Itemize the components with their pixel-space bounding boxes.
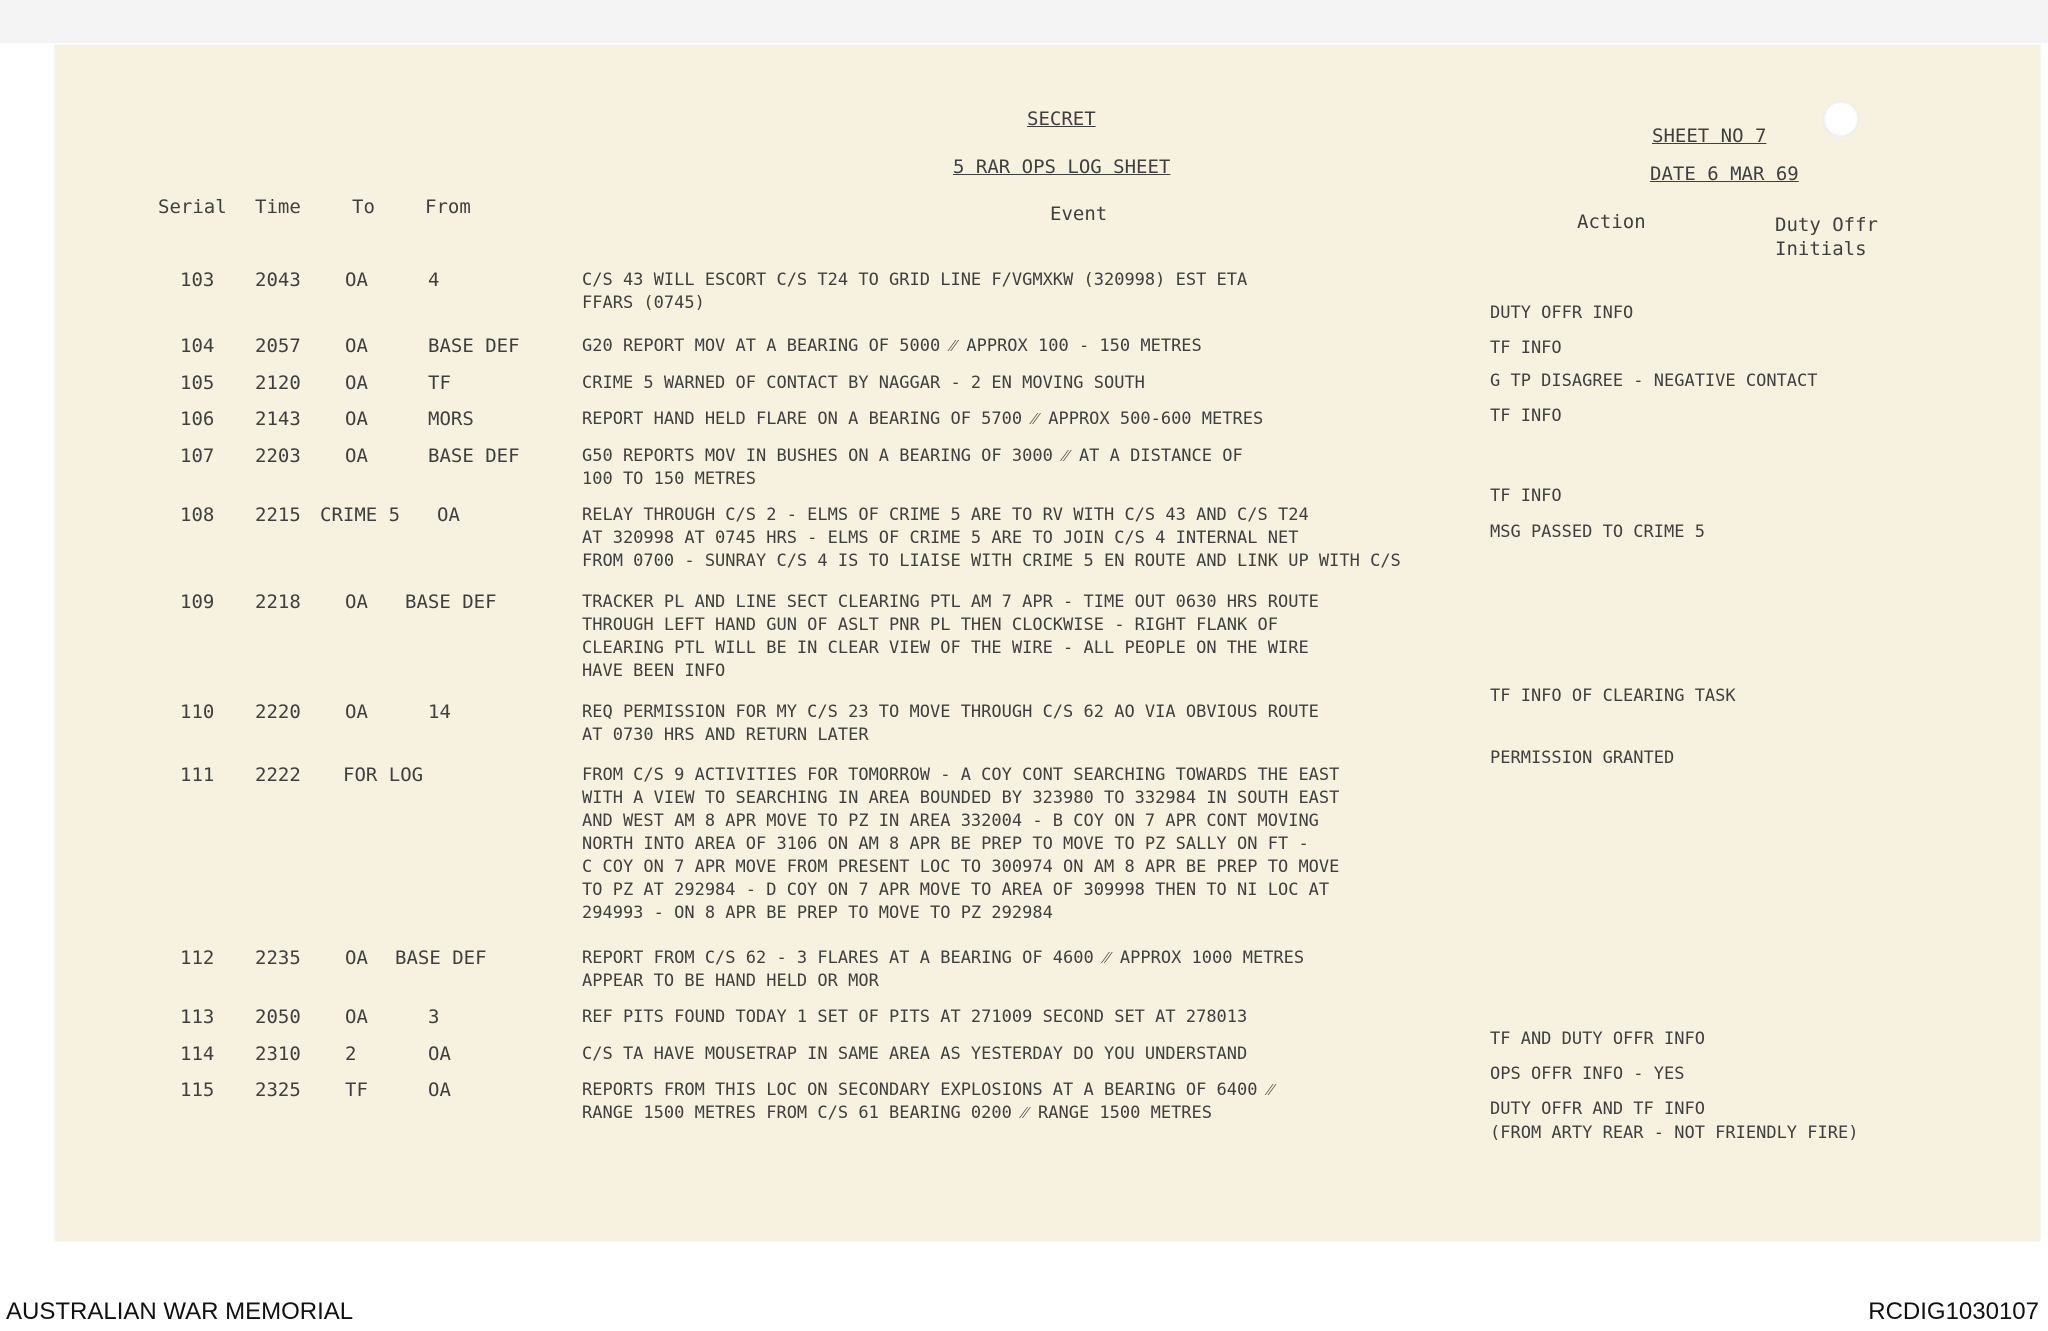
entry-event-text (582, 1043, 1247, 1066)
event-line: TRACKER PL AND LINE SECT CLEARING PTL AM 7 APR - TIME OUT 0630 HRS ROUTE (582, 592, 1319, 612)
entry-to: CRIME 5 (320, 504, 401, 526)
entry-to: OA (345, 269, 368, 291)
entry-event-text (582, 1006, 1247, 1029)
action-line: DUTY OFFR AND TF INFO (1490, 1099, 1705, 1119)
entry-event-text (582, 408, 1263, 431)
entry-action-text (1490, 1097, 1858, 1145)
action-line: OPS OFFR INFO - YES (1490, 1064, 1685, 1084)
entry-from: BASE DEF (428, 445, 520, 467)
log-entry-row (55, 506, 2040, 581)
entry-event-text (582, 591, 1319, 683)
entry-action-text (1490, 336, 1562, 360)
entry-time: 2325 (255, 1079, 301, 1101)
entry-serial: 113 (180, 1006, 215, 1028)
entry-event-text (582, 701, 1319, 747)
entry-serial: 106 (180, 408, 215, 430)
entry-event-text (582, 947, 1304, 993)
entry-time: 2222 (255, 764, 301, 786)
entry-to: OA (345, 408, 368, 430)
action-line: G TP DISAGREE - NEGATIVE CONTACT (1490, 371, 1818, 391)
column-header-duty-offr: Duty Offr (1775, 214, 1878, 236)
entry-serial: 114 (180, 1043, 215, 1065)
entry-event-text (582, 445, 1243, 491)
event-line: HAVE BEEN INFO (582, 661, 726, 681)
entry-action-text (1490, 301, 1633, 325)
log-sheet-title: 5 RAR OPS LOG SHEET (953, 156, 1171, 178)
log-entry-row (55, 337, 2040, 367)
entry-to: OA (345, 445, 368, 467)
entry-from: 14 (428, 701, 451, 723)
action-line: MSG PASSED TO CRIME 5 (1490, 522, 1705, 542)
entry-time: 2218 (255, 591, 301, 613)
log-sheet-paper (55, 45, 2040, 1241)
event-line: RELAY THROUGH C/S 2 - ELMS OF CRIME 5 ARE TO RV WITH C/S 43 AND C/S T24 (582, 505, 1309, 525)
entry-serial: 105 (180, 372, 215, 394)
entry-from: OA (437, 504, 460, 526)
entry-event-text (582, 504, 1401, 573)
event-line: C COY ON 7 APR MOVE FROM PRESENT LOC TO 300974 ON AM 8 APR BE PREP TO MOVE (582, 857, 1340, 877)
entry-time: 2057 (255, 335, 301, 357)
entry-to: OA (345, 701, 368, 723)
entry-serial: 112 (180, 947, 215, 969)
entry-event-text (582, 269, 1247, 315)
entry-time: 2310 (255, 1043, 301, 1065)
event-line: NORTH INTO AREA OF 3106 ON AM 8 APR BE PREP TO MOVE TO PZ SALLY ON FT - (582, 834, 1309, 854)
action-line: DUTY OFFR INFO (1490, 303, 1634, 323)
entry-event-text (582, 335, 1202, 358)
entry-serial: 103 (180, 269, 215, 291)
log-entry-row (55, 271, 2040, 331)
entry-serial: 104 (180, 335, 215, 357)
column-header-from: From (425, 196, 471, 218)
action-line: PERMISSION GRANTED (1490, 748, 1675, 768)
event-line: REF PITS FOUND TODAY 1 SET OF PITS AT 271009 SECOND SET AT 278013 (582, 1007, 1248, 1027)
entry-to: OA (345, 947, 368, 969)
entry-time: 2043 (255, 269, 301, 291)
log-entry-row (55, 447, 2040, 502)
event-line: C/S 43 WILL ESCORT C/S T24 TO GRID LINE F/VGMXKW (320998) EST ETA (582, 270, 1248, 290)
event-line: AT 320998 AT 0745 HRS - ELMS OF CRIME 5 ARE TO JOIN C/S 4 INTERNAL NET (582, 528, 1299, 548)
entry-time: 2215 (255, 504, 301, 526)
event-line: THROUGH LEFT HAND GUN OF ASLT PNR PL THEN CLOCKWISE - RIGHT FLANK OF (582, 615, 1278, 635)
event-line: 294993 - ON 8 APR BE PREP TO MOVE TO PZ 292984 (582, 903, 1053, 923)
entry-serial: 110 (180, 701, 215, 723)
action-line: TF INFO (1490, 486, 1562, 506)
action-line: TF AND DUTY OFFR INFO (1490, 1029, 1705, 1049)
column-header-initials: Initials (1775, 238, 1867, 260)
event-line: REPORTS FROM THIS LOC ON SECONDARY EXPLOSIONS AT A BEARING OF 6400 ⁄⁄ (582, 1080, 1274, 1100)
column-header-serial: Serial (158, 196, 227, 218)
action-line: TF INFO (1490, 406, 1562, 426)
event-line: FROM 0700 - SUNRAY C/S 4 IS TO LIAISE WITH CRIME 5 EN ROUTE AND LINK UP WITH C/S (582, 551, 1401, 571)
event-line: 100 TO 150 METRES (582, 469, 756, 489)
entry-event-text (582, 372, 1145, 395)
sheet-date: DATE 6 MAR 69 (1650, 163, 1799, 185)
log-entry-row (55, 1008, 2040, 1038)
column-header-to: To (352, 196, 375, 218)
entry-action-text (1490, 520, 1705, 544)
event-line: APPEAR TO BE HAND HELD OR MOR (582, 971, 879, 991)
entry-from: OA (428, 1043, 451, 1065)
event-line: G20 REPORT MOV AT A BEARING OF 5000 ⁄⁄ APPROX 100 - 150 METRES (582, 336, 1202, 356)
event-line: TO PZ AT 292984 - D COY ON 7 APR MOVE TO AREA OF 309998 THEN TO NI LOC AT (582, 880, 1330, 900)
entry-action-text (1490, 369, 1818, 393)
entry-from: BASE DEF (428, 335, 520, 357)
entry-time: 2120 (255, 372, 301, 394)
footer-institution: AUSTRALIAN WAR MEMORIAL (6, 1298, 354, 1325)
entry-time: 2220 (255, 701, 301, 723)
event-line: FROM C/S 9 ACTIVITIES FOR TOMORROW - A COY CONT SEARCHING TOWARDS THE EAST (582, 765, 1340, 785)
event-line: FFARS (0745) (582, 293, 705, 313)
entry-to: TF (345, 1079, 368, 1101)
entry-serial: 109 (180, 591, 215, 613)
entry-time: 2050 (255, 1006, 301, 1028)
entry-to: OA (345, 335, 368, 357)
entry-time: 2143 (255, 408, 301, 430)
entry-event-text (582, 1079, 1273, 1125)
entry-serial: 107 (180, 445, 215, 467)
log-entry-row (55, 593, 2040, 688)
event-line: REPORT FROM C/S 62 - 3 FLARES AT A BEARING OF 4600 ⁄⁄ APPROX 1000 METRES (582, 948, 1305, 968)
entry-from: BASE DEF (395, 947, 487, 969)
entry-to: OA (345, 1006, 368, 1028)
entry-from: MORS (428, 408, 474, 430)
entry-from: OA (428, 1079, 451, 1101)
entry-serial: 111 (180, 764, 215, 786)
column-header-action: Action (1577, 211, 1646, 233)
column-header-event: Event (1050, 203, 1108, 225)
entry-to: 2 (345, 1043, 357, 1065)
classification-label: SECRET (1027, 108, 1096, 130)
log-entry-row (55, 410, 2040, 440)
entry-serial: 108 (180, 504, 215, 526)
sheet-number: SHEET NO 7 (1652, 125, 1767, 147)
entry-to: OA (345, 591, 368, 613)
punch-hole (1823, 101, 1859, 137)
event-line: CLEARING PTL WILL BE IN CLEAR VIEW OF THE WIRE - ALL PEOPLE ON THE WIRE (582, 638, 1309, 658)
entry-from: 4 (428, 269, 440, 291)
action-line: (FROM ARTY REAR - NOT FRIENDLY FIRE) (1490, 1123, 1859, 1143)
event-line: WITH A VIEW TO SEARCHING IN AREA BOUNDED BY 323980 TO 332984 IN SOUTH EAST (582, 788, 1340, 808)
log-entry-row (55, 766, 2040, 936)
action-line: TF INFO OF CLEARING TASK (1490, 686, 1736, 706)
event-line: CRIME 5 WARNED OF CONTACT BY NAGGAR - 2 EN MOVING SOUTH (582, 373, 1145, 393)
log-entry-row (55, 1045, 2040, 1075)
entry-event-text (582, 764, 1339, 925)
entry-time: 2235 (255, 947, 301, 969)
event-line: REPORT HAND HELD FLARE ON A BEARING OF 5700 ⁄⁄ APPROX 500-600 METRES (582, 409, 1264, 429)
event-line: REQ PERMISSION FOR MY C/S 23 TO MOVE THROUGH C/S 62 AO VIA OBVIOUS ROUTE (582, 702, 1319, 722)
event-line: RANGE 1500 METRES FROM C/S 61 BEARING 0200 ⁄⁄ RANGE 1500 METRES (582, 1103, 1213, 1123)
column-header-time: Time (255, 196, 301, 218)
action-line: TF INFO (1490, 338, 1562, 358)
entry-from: 3 (428, 1006, 440, 1028)
entry-time: 2203 (255, 445, 301, 467)
event-line: C/S TA HAVE MOUSETRAP IN SAME AREA AS YESTERDAY DO YOU UNDERSTAND (582, 1044, 1248, 1064)
top-margin (0, 0, 2048, 43)
entry-to: OA (345, 372, 368, 394)
entry-from: TF (428, 372, 451, 394)
log-entry-row (55, 949, 2040, 1004)
event-line: AND WEST AM 8 APR MOVE TO PZ IN AREA 332004 - B COY ON 7 APR CONT MOVING (582, 811, 1319, 831)
entry-from: BASE DEF (405, 591, 497, 613)
event-line: AT 0730 HRS AND RETURN LATER (582, 725, 869, 745)
footer-reference-code: RCDIG1030107 (1868, 1298, 2039, 1325)
entry-action-text (1490, 484, 1562, 508)
event-line: G50 REPORTS MOV IN BUSHES ON A BEARING OF 3000 ⁄⁄ AT A DISTANCE OF (582, 446, 1243, 466)
entry-serial: 115 (180, 1079, 215, 1101)
entry-to: FOR LOG (343, 764, 424, 786)
entry-action-text (1490, 404, 1562, 428)
log-entry-row (55, 703, 2040, 758)
